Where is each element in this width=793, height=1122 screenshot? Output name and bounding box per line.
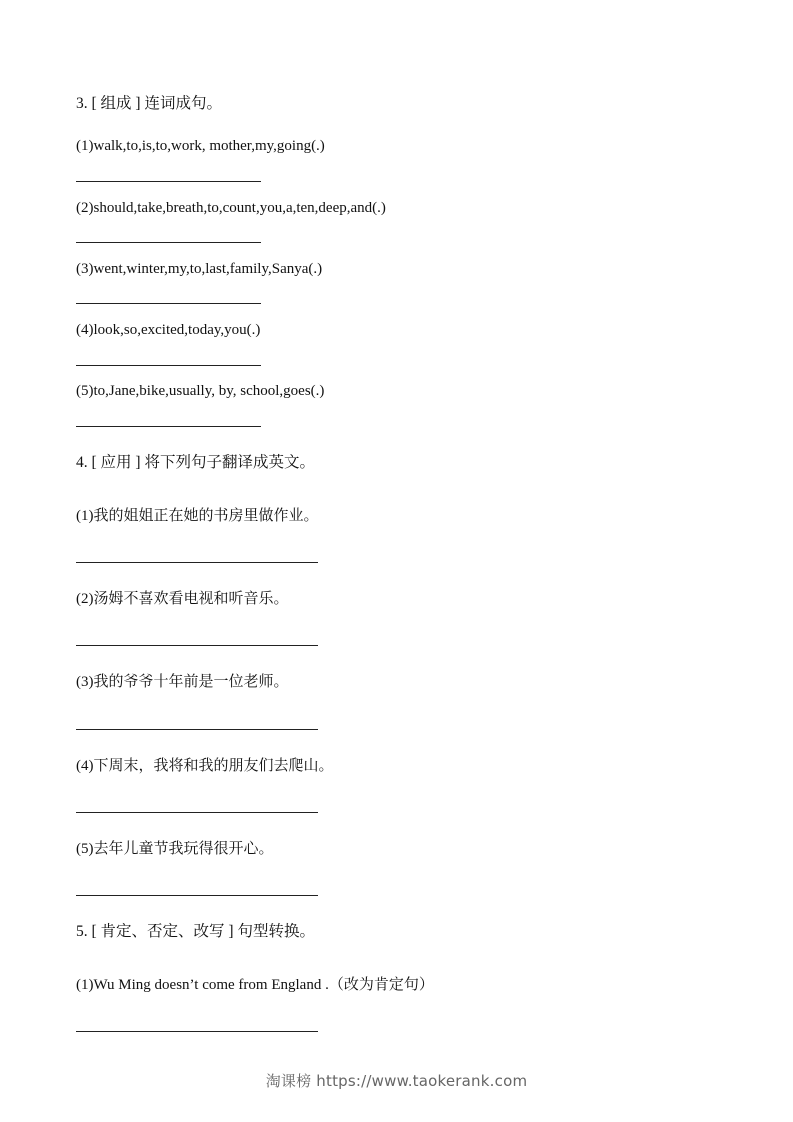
section-5-heading: 5. [ 肯定、否定、改写 ] 句型转换。 [76, 923, 315, 940]
section-3-item-1: (1)walk,to,is,to,work, mother,my,going(.) [76, 138, 325, 154]
section-4-heading: 4. [ 应用 ] 将下列句子翻译成英文。 [76, 454, 315, 471]
section-3-item-2: (2)should,take,breath,to,count,you,a,ten,deep,and(.) [76, 200, 386, 216]
section-4-item-4: (4)下周末，我将和我的朋友们去爬山。 [76, 758, 334, 774]
answer-line-4-4 [76, 812, 318, 813]
answer-line-4-3 [76, 729, 318, 730]
answer-line-3-4 [76, 365, 261, 366]
section-4-item-1: (1)我的姐姐正在她的书房里做作业。 [76, 508, 319, 524]
answer-line-3-3 [76, 303, 261, 304]
section-4-item-2: (2)汤姆不喜欢看电视和听音乐。 [76, 591, 289, 607]
answer-line-3-1 [76, 181, 261, 182]
section-3-item-4: (4)look,so,excited,today,you(.) [76, 322, 261, 338]
section-3-item-3: (3)went,winter,my,to,last,family,Sanya(.) [76, 261, 323, 277]
section-3-heading: 3. [ 组成 ] 连词成句。 [76, 95, 222, 112]
answer-line-5-1 [76, 1031, 318, 1032]
answer-line-4-5 [76, 895, 318, 896]
answer-line-3-5 [76, 426, 261, 427]
section-4-item-3: (3)我的爷爷十年前是一位老师。 [76, 674, 289, 690]
footer-watermark: 淘课榜 https://www.taokerank.com [265, 1072, 528, 1090]
answer-line-4-2 [76, 645, 318, 646]
answer-line-3-2 [76, 242, 261, 243]
section-4-item-5: (5)去年儿童节我玩得很开心。 [76, 841, 274, 857]
section-5-item-1: (1)Wu Ming doesn’t come from England .（改为肯定句） [76, 977, 434, 993]
answer-line-4-1 [76, 562, 318, 563]
section-3-item-5: (5)to,Jane,bike,usually, by, school,goes(.) [76, 383, 325, 399]
